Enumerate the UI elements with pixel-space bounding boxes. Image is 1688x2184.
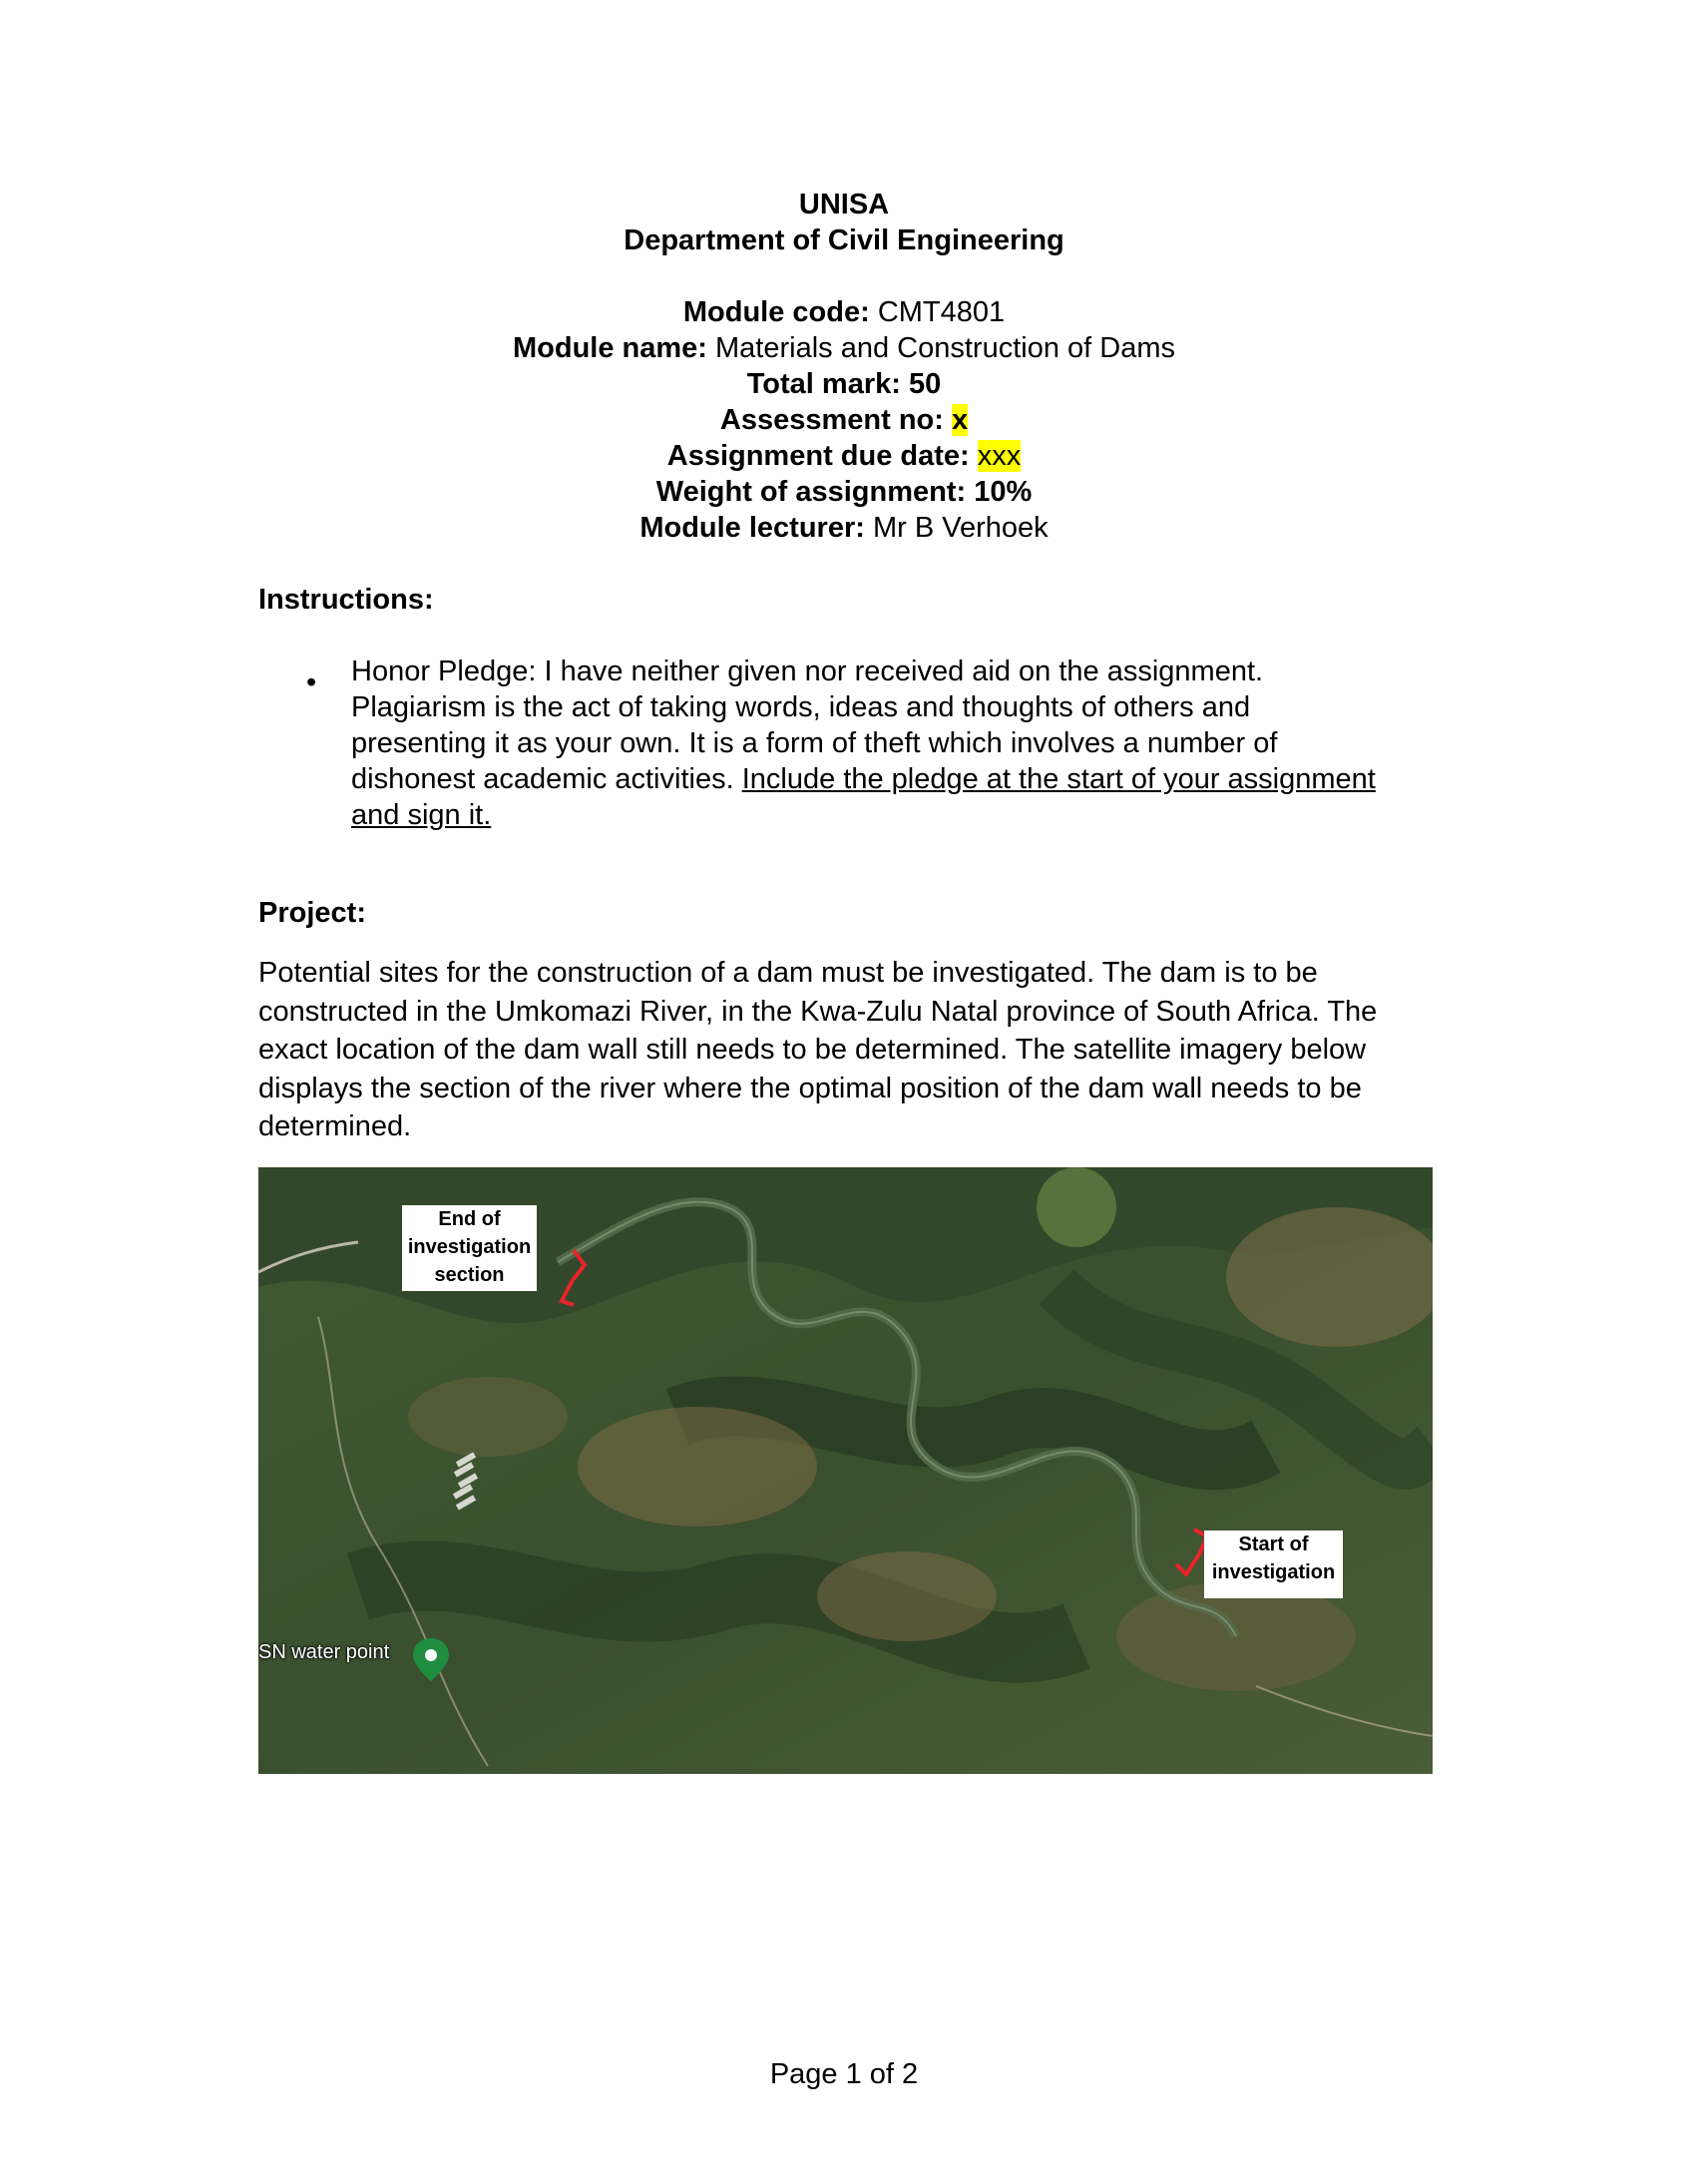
- poi-label: SN water point: [258, 1641, 390, 1663]
- end-of-section-label: End of investigation section: [402, 1205, 537, 1291]
- institution-title: UNISA: [798, 189, 890, 220]
- department-title: Department of Civil Engineering: [624, 224, 1064, 256]
- page-number: Page 1 of 2: [769, 2058, 919, 2090]
- due-date: Assignment due date: xxx: [666, 440, 1022, 472]
- instructions-heading: Instructions:: [258, 584, 434, 616]
- assessment-no: Assessment no: x: [719, 404, 969, 436]
- total-mark: Total mark: 50: [746, 368, 942, 400]
- module-name: Module name: Materials and Construction of Dams: [512, 332, 1175, 364]
- highlighted-assessment-value: x: [951, 404, 969, 436]
- satellite-image: [258, 1167, 1433, 1774]
- assignment-weight: Weight of assignment: 10%: [655, 476, 1033, 508]
- project-paragraph: Potential sites for the construction of a dam must be investigated. The dam is to be constructed in the Umkomazi River, in the Kwa-Zulu Natal province of South Africa. The exact location of the dam wall still needs to be determined. The satellite imagery below displays the section of the river where the optimal position of the dam wall needs to be determined.: [258, 957, 1378, 1142]
- module-code: Module code: CMT4801: [682, 296, 1006, 328]
- module-lecturer: Module lecturer: Mr B Verhoek: [639, 512, 1049, 544]
- highlighted-due-value: xxx: [977, 440, 1022, 472]
- honor-pledge-item: Honor Pledge: I have neither given nor received aid on the assignment. Plagiarism is the act of taking words, ideas and thoughts of others and presenting it as your own. It is a form of theft which involves a number of dishonest academic activities. Include the pledge at the start of your assignment and sign it.: [351, 655, 1376, 831]
- project-heading: Project:: [258, 897, 366, 929]
- bullet-icon: •: [306, 666, 317, 698]
- start-of-section-label: Start of investigation: [1204, 1530, 1343, 1598]
- pledge-requirement: Include the pledge at the start of your assignment and sign it.: [351, 763, 1376, 831]
